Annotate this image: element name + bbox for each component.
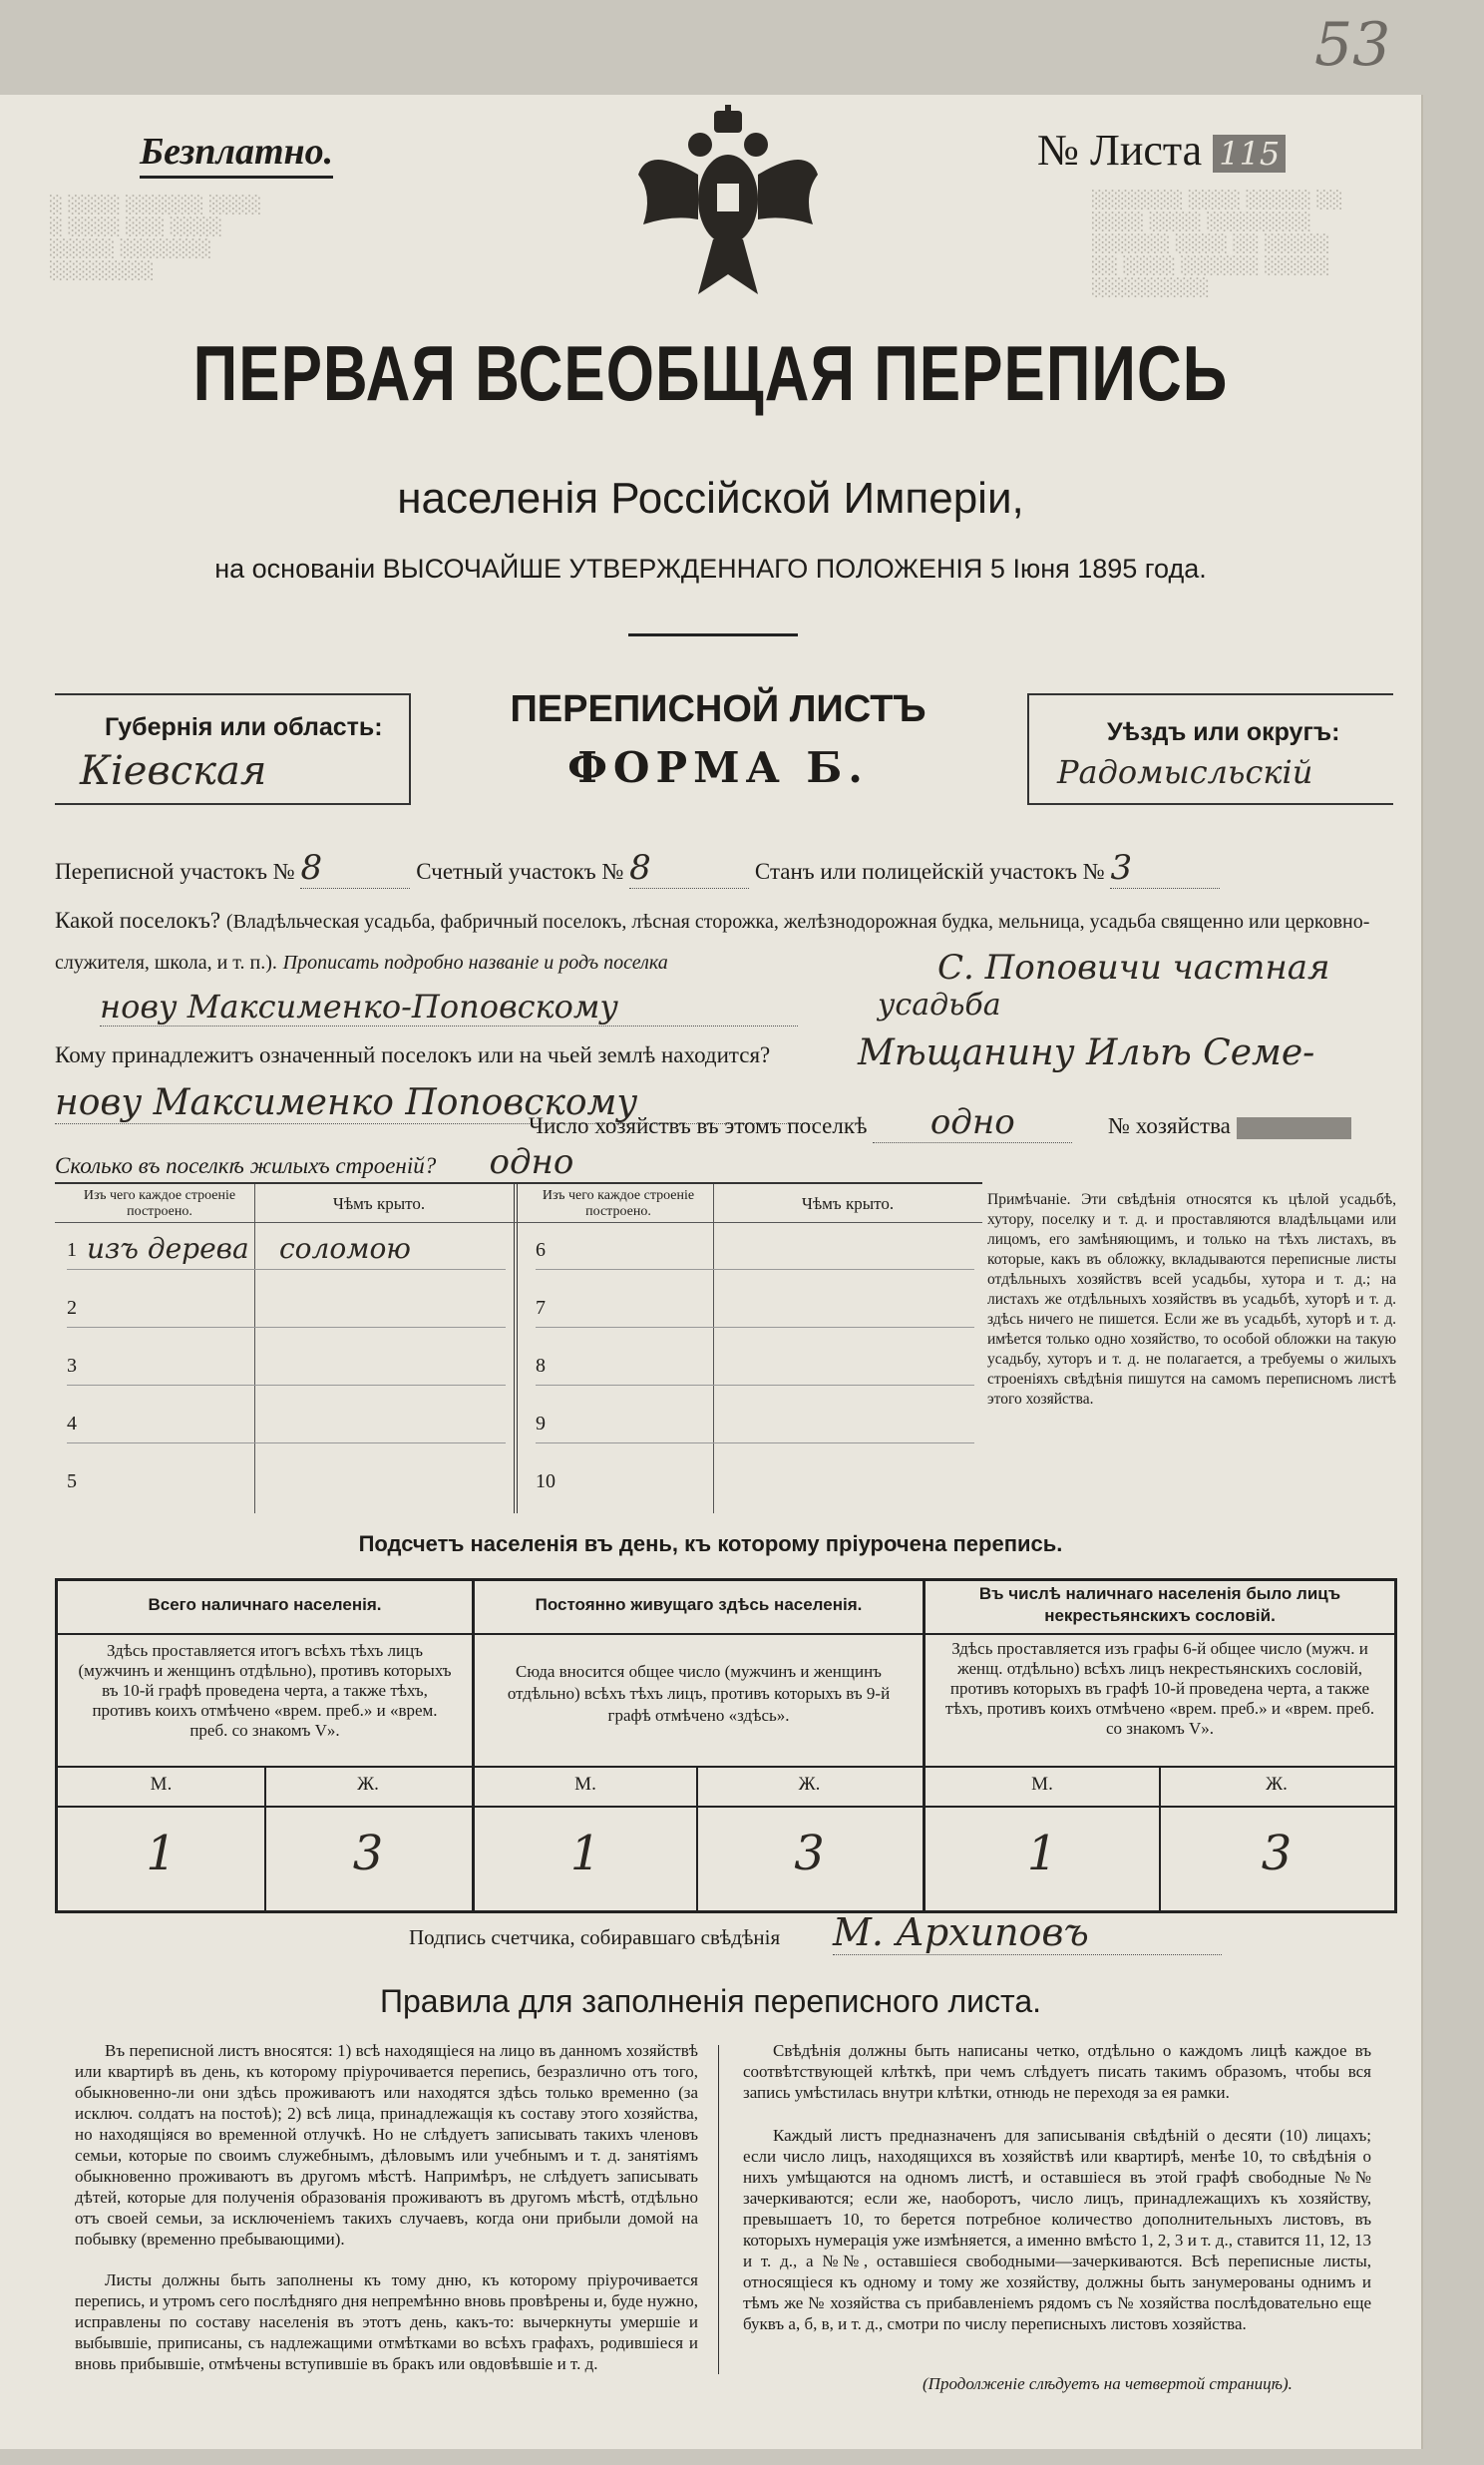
gubernia-label: Губернія или область: xyxy=(105,713,383,741)
count-col3-head: Въ числѣ наличнаго населенія было лицъ некрестьянскихъ сословій. xyxy=(978,1584,1341,1625)
poselok-value-2: нову Максименко-Поповскому xyxy=(100,988,798,1027)
stan-value: 3 xyxy=(1110,848,1220,889)
rows-left xyxy=(67,1232,506,1500)
perepis-uchastok-value: 8 xyxy=(300,848,410,889)
owner-value-2: нову Максименко Поповскому xyxy=(55,1082,813,1124)
schetny-uchastok-value: 8 xyxy=(629,848,749,889)
count-col1-text: Здѣсь проставляется итогъ всѣхъ тѣхъ лицъ (мужчинъ и женщинъ отдѣльно), противъ которыхъ въ 10-й графѣ проведена черта, а также тѣхъ, противъ коихъ отмѣчено «врем. преб.» и «врем. преб. со знакомъ V». xyxy=(78,1641,452,1740)
nonpeasant-male-value: 1 xyxy=(1026,1826,1058,1881)
page-title: ПЕРВАЯ ВСЕОБЩАЯ ПЕРЕПИСЬ xyxy=(192,331,1229,418)
row-number: 8 xyxy=(536,1348,974,1386)
row1-roof: соломою xyxy=(279,1232,411,1265)
poselok-value-3: усадьба xyxy=(878,988,1001,1023)
col-material-right: Изъ чего каждое строеніе построено. xyxy=(542,1188,695,1219)
uezd-label: Уѣздъ или округъ: xyxy=(1107,718,1340,746)
col-material-left: Изъ чего каждое строеніе построено. xyxy=(83,1188,236,1219)
household-no-value xyxy=(1237,1117,1351,1139)
row1-material: изъ дерева xyxy=(87,1232,249,1265)
double-headed-eagle-emblem xyxy=(628,105,828,304)
count-col1-head: Всего наличнаго населенія. xyxy=(148,1595,382,1614)
row-number: 2 xyxy=(67,1290,506,1328)
total-female-value: 3 xyxy=(352,1826,384,1881)
row-number: 9 xyxy=(536,1406,974,1443)
households-row xyxy=(529,1102,1396,1143)
poselok-label: Какой поселокъ? xyxy=(55,908,221,933)
buildings-label: Сколько въ поселкѣ жилыхъ строеній? xyxy=(55,1153,437,1178)
permanent-female-value: 3 xyxy=(794,1826,825,1881)
rules-continue: (Продолженіе слѣдуетъ на четвертой страницѣ). xyxy=(923,2374,1293,2393)
col2-m-label: М. xyxy=(574,1774,596,1795)
buildings-row xyxy=(55,1142,952,1183)
row-number: 5 xyxy=(67,1470,77,1492)
buildings-table xyxy=(55,1182,982,1513)
rules-heading: Правила для заполненія переписного листа. xyxy=(380,1983,1041,2019)
rules-left-2: Листы должны быть заполнены къ тому дню, къ которому пріурочивается перепись, и утромъ сего послѣдняго дня непремѣнно вновь провѣрены и, буде нужно, исправлены по составу населенія въ этотъ день, какъ-то: вычеркнуты умершіе и выбывшіе, приписаны, съ надлежащими отмѣтками во всѣхъ графахъ, родившіеся и вновь прибывшіе, отмѣчены вступившіе въ бракъ или овдовѣвшіе и т. д. xyxy=(75,2270,698,2373)
count-col2-head: Постоянно живущаго здѣсь населенія. xyxy=(535,1595,863,1614)
col3-zh-label: Ж. xyxy=(1266,1774,1288,1795)
page-number: 53 xyxy=(1314,10,1391,80)
signature-value: М. Архиповъ xyxy=(833,1910,1222,1955)
perepis-uchastok-label: Переписной участокъ № xyxy=(55,859,295,884)
poselok-hint-2: Прописать подробно названіе и родъ поселка xyxy=(282,952,668,974)
stan-label: Станъ или полицейскій участокъ № xyxy=(754,859,1105,884)
col1-zh-label: Ж. xyxy=(357,1774,379,1795)
sheet-number-label: № Листа xyxy=(1037,126,1203,175)
note-text: Примѣчаніе. Эти свѣдѣнія относятся къ цѣлой усадьбѣ, хутору, поселку и т. д. и проставляются владѣльцами или лицомъ, его замѣняющимъ, и только на тѣхъ листахъ, въ которые, какъ въ обложку, вкладываются переписные листы отдѣльныхъ хозяйствъ всей усадьбы, хутора и т. д.; на листахъ же отдѣльныхъ хозяйствъ въ усадьбѣ, хуторѣ и т. д. здѣсь ничего не пишется. Если же въ усадьбѣ, хуторѣ и т. д. имѣется только одно хозяйство, то особой обложки на такую усадьбу, хуторъ и т. д. не полагается, а требуемы о жилыхъ строеніяхъ свѣдѣнія пишутся на самомъ переписномъ листѣ этого хозяйства. xyxy=(987,1191,1396,1408)
row-number: 6 xyxy=(536,1232,974,1270)
row-number: 1 xyxy=(67,1232,506,1270)
rules-divider xyxy=(718,2045,719,2374)
total-male-value: 1 xyxy=(146,1826,177,1881)
poselok-value-1: С. Поповичи частная xyxy=(937,948,1330,988)
row-number: 7 xyxy=(536,1290,974,1328)
form-label: ФОРМА Б. xyxy=(567,743,869,792)
rows-right xyxy=(536,1232,974,1500)
households-value: одно xyxy=(873,1102,1072,1143)
rules-left-1: Въ переписной листъ вносятся: 1) всѣ находящіеся на лицо въ данномъ хозяйствѣ или квартирѣ въ день, къ которому пріурочивается перепись, безразлично отъ того, обыкновенно-ли они здѣсь проживаютъ или находятся здѣсь только временно (за исключ. солдатъ на постоѣ); 2) всѣ лица, принадлежащія къ составу этого хозяйства, но находящіяся во временной отлучкѣ. Но не слѣдуетъ записывать такихъ членовъ семьи, которые по своимъ служебнымъ, дѣловымъ или учебнымъ и т. д. занятіямъ обыкновенно проживаютъ въ другомъ мѣстѣ. Напримѣръ, не слѣдуетъ записывать дѣтей, которые для полученія образованія проживаютъ въ другомъ мѣстѣ, отдѣльно отъ своей семьи, за исключеніемъ такихъ случаевъ, когда они прибыли домой на побывку (временно пребывающими). xyxy=(75,2041,698,2249)
census-sheet xyxy=(0,95,1423,2449)
sheet-number xyxy=(1037,125,1286,176)
nonpeasant-female-value: 3 xyxy=(1261,1826,1293,1881)
buildings-value: одно xyxy=(442,1142,621,1183)
count-col2-text: Сюда вносится общее число (мужчинъ и женщинъ отдѣльно) всѣхъ тѣхъ лицъ, противъ которыхъ въ 9-й графѣ отмѣчено «здѣсь». xyxy=(507,1662,891,1725)
col-roof-left: Чѣмъ крыто. xyxy=(332,1194,426,1213)
uchastok-row xyxy=(55,848,1391,889)
count-heading: Подсчетъ населенія въ день, къ которому пріурочена перепись. xyxy=(358,1531,1063,1556)
households-label: Число хозяйствъ въ этомъ поселкѣ xyxy=(529,1113,868,1138)
page-subtitle: населенія Россійской Имперіи, xyxy=(397,474,1024,523)
list-title: ПЕРЕПИСНОЙ ЛИСТЪ xyxy=(510,688,927,730)
household-no-label: № хозяйства xyxy=(1108,1113,1231,1138)
divider xyxy=(628,633,798,636)
col1-m-label: М. xyxy=(150,1774,173,1795)
bleed-through: ░░░░░░░ ░░░░ ░░░░░ ░░ ░░░░ ░░░░ ░░░░░░░░ ░░░░░░ ░░░░ ░░ ░░░░░ ░░ ░░░░ ░░░░░░ ░░░░░ ░░░░░░░░░ xyxy=(1092,191,1343,298)
poselok-hint: (Владѣльческая усадьба, фабричный поселокъ, лѣсная сторожка, желѣзнодорожная будка, мельница, усадьба священно или церковно-служителя, школа, и т. п.). xyxy=(55,911,1370,974)
rules-right-1: Свѣдѣнія должны быть написаны четко, отдѣльно о каждомъ лицѣ каждое въ соотвѣтствующей клѣткѣ, при чемъ слѣдуетъ писать такимъ образомъ, чтобы вся запись умѣстилась внутри клѣтки, отнюдь не переходя за ея рамки. xyxy=(743,2041,1371,2102)
count-table xyxy=(55,1578,1397,1913)
count-col3-text: Здѣсь проставляется изъ графы 6-й общее число (мужч. и женщ. отдѣльно) всѣхъ лицъ некрестьянскихъ сословій, противъ которыхъ въ графѣ 10-й проведена черта, а также тѣхъ, противъ коихъ отмѣчено «врем. преб.» и «врем. преб. со знакомъ V». xyxy=(944,1639,1375,1738)
row-number: 4 xyxy=(67,1406,506,1443)
free-label: Безплатно. xyxy=(140,130,333,179)
col-roof-right: Чѣмъ крыто. xyxy=(801,1194,895,1213)
owner-label: Кому принадлежитъ означенный поселокъ или на чьей землѣ находится? xyxy=(55,1042,771,1067)
bleed-through: ░ ░░░░ ░░░░░░ ░░░░ ░ ░░░░ ░░░ ░░░░ ░░░░░ ░░░░░░░ ░░░░░░░░ xyxy=(50,196,262,281)
owner-value-1: Мѣщанину Ильѣ Семе- xyxy=(858,1032,1315,1073)
col3-m-label: М. xyxy=(1031,1774,1053,1795)
col2-zh-label: Ж. xyxy=(798,1774,821,1795)
permanent-male-value: 1 xyxy=(569,1826,601,1881)
schetny-uchastok-label: Счетный участокъ № xyxy=(416,859,624,884)
uezd-value: Радомысльскій xyxy=(1057,753,1313,791)
signature-label: Подпись счетчика, собиравшаго свѣдѣнія xyxy=(409,1925,781,1949)
sheet-number-value: 115 xyxy=(1213,135,1286,173)
legal-basis: на основаніи ВЫСОЧАЙШЕ УТВЕРЖДЕННАГО ПОЛОЖЕНІЯ 5 Іюня 1895 года. xyxy=(214,554,1207,584)
row-number: 3 xyxy=(67,1348,506,1386)
rules-right-2: Каждый листъ предназначенъ для записыванія свѣдѣній о десяти (10) лицахъ; если число лицъ, находящихся въ хозяйствѣ или квартирѣ, менѣе 10, то свѣдѣнія о нихъ умѣщаются на одномъ листѣ, и оставшіеся въ этой графѣ свободные №№ зачеркиваются; если же, наоборотъ, число лицъ, принадлежащихъ къ хозяйству, превышаетъ 10, то берется потребное количество дополнительныхъ листовъ, въ которыхъ нумерація уже измѣняется, а именно вмѣсто 1, 2, 3 и т. д., ставится 11, 12, 13 и т. д., а №№, оставшіеся свободными—зачеркиваются. Всѣ переписные листы, относящіеся къ одному и тому же хозяйству, должны быть занумерованы однимъ и тѣмъ же № хозяйства съ прибавленіемъ рядомъ съ № хозяйства послѣдовательно еще буквъ а, б, в, и т. д., смотри по числу переписныхъ листовъ хозяйства. xyxy=(743,2126,1371,2333)
gubernia-value: Кіевская xyxy=(80,748,267,794)
row-number: 10 xyxy=(536,1470,556,1492)
